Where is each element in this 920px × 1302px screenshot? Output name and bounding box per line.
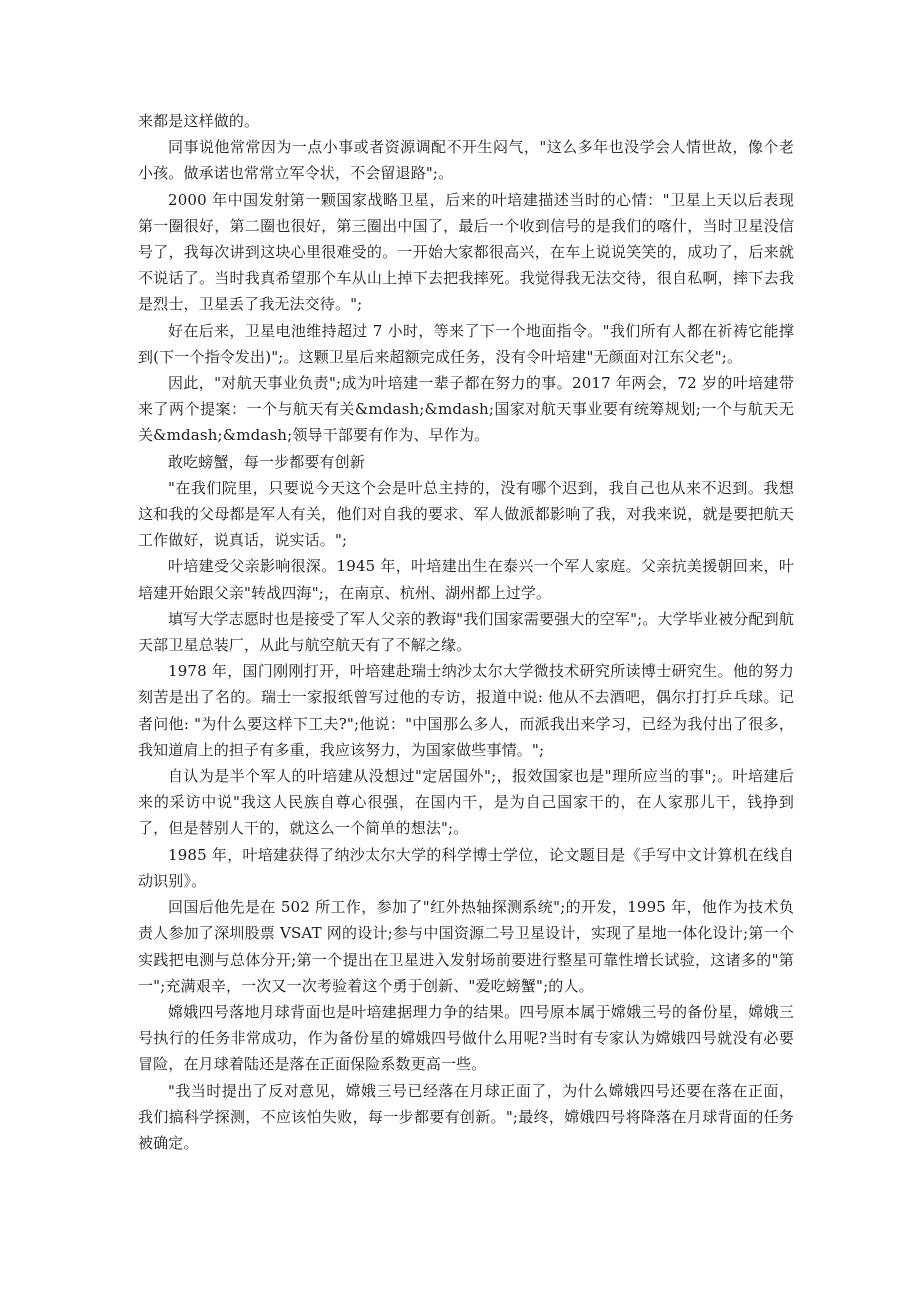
section-heading: 敢吃螃蟹，每一步都要有创新 <box>168 452 365 471</box>
document-body <box>138 108 794 1156</box>
paragraph: 好在后来，卫星电池维持超过 7 小时，等来了下一个地面指令。"我们所有人都在祈祷它能撑到(下一个指令发出)";。这颗卫星后来超额完成任务，没有令叶培建"无颜面对江东父老";。 <box>138 321 794 366</box>
paragraph: 回国后他先是在 502 所工作，参加了"红外热轴探测系统";的开发，1995 年，他作为技术负责人参加了深圳股票 VSAT 网的设计;参与中国资源二号卫星设计，实现了星地一体化设计;第一个实践把电测与总体分开;第一个提出在卫星进入发射场前要进行整星可靠性增长试验，这诸多的"第一";充满艰辛，一次又一次考验着这个勇于创新、"爱吃螃蟹";的人。 <box>138 898 794 995</box>
paragraph: 1985 年，叶培建获得了纳沙太尔大学的科学博士学位，论文题目是《手写中文计算机在线自动识别》。 <box>138 845 794 890</box>
paragraph: 叶培建受父亲影响很深。1945 年，叶培建出生在泰兴一个军人家庭。父亲抗美援朝回来，叶培建开始跟父亲"转战四海";，在南京、杭州、湖州都上过学。 <box>138 557 794 602</box>
paragraph: 因此，"对航天事业负责";成为叶培建一辈子都在努力的事。2017 年两会，72 岁的叶培建带来了两个提案：一个与航天有关&mdash;&mdash;国家对航天事业要有统筹规划;一个与航天无关&mdash;&mdash;领导干部要有作为、早作为。 <box>138 374 794 445</box>
paragraph: 自认为是半个军人的叶培建从没想过"定居国外";，报效国家也是"理所应当的事";。叶培建后来的采访中说"我这人民族自尊心很强，在国内干，是为自己国家干的，在人家那儿干，钱挣到了，但是替别人干的，就这么一个简单的想法";。 <box>138 767 794 838</box>
paragraph: 1978 年，国门刚刚打开，叶培建赴瑞士纳沙太尔大学微技术研究所读博士研究生。他的努力刻苦是出了名的。瑞士一家报纸曾写过他的专访，报道中说: 他从不去酒吧，偶尔打打乒乓球。记者问他: "为什么要这样下工夫?";他说："中国那么多人，而派我出来学习，已经为我付出了很多，我知道肩上的担子有多重，我应该努力，为国家做些事情。"; <box>138 662 794 759</box>
paragraph-continuation: 来都是这样做的。 <box>138 112 260 130</box>
paragraph: 2000 年中国发射第一颗国家战略卫星，后来的叶培建描述当时的心情："卫星上天以后表现第一圈很好，第二圈也很好，第三圈出中国了，最后一个收到信号的是我们的喀什，当时卫星没信号了，我每次讲到这块心里很难受的。一开始大家都很高兴，在车上说说笑笑的，成功了，后来就不说话了。当时我真希望那个车从山上掉下去把我摔死。我觉得我无法交待，很自私啊，摔下去我是烈士，卫星丢了我无法交待。"; <box>138 190 794 314</box>
paragraph: 填写大学志愿时也是接受了军人父亲的教诲"我们国家需要强大的空军";。大学毕业被分配到航天部卫星总装厂，从此与航空航天有了不解之缘。 <box>138 609 794 655</box>
paragraph: "在我们院里，只要说今天这个会是叶总主持的，没有哪个迟到，我自己也从来不迟到。我想这和我的父母都是军人有关，他们对自我的要求、军人做派都影响了我，对我来说，就是要把航天工作做好，说真话，说实话。"; <box>138 478 794 550</box>
paragraph: "我当时提出了反对意见，嫦娥三号已经落在月球正面了，为什么嫦娥四号还要在落在正面，我们搞科学探测，不应该怕失败，每一步都要有创新。";最终，嫦娥四号将降落在月球背面的任务被确定。 <box>138 1081 794 1152</box>
paragraph: 同事说他常常因为一点小事或者资源调配不开生闷气，"这么多年也没学会人情世故，像个老小孩。做承诺也常常立军令状，不会留退路";。 <box>138 138 794 183</box>
paragraph: 嫦娥四号落地月球背面也是叶培建据理力争的结果。四号原本属于嫦娥三号的备份星，嫦娥三号执行的任务非常成功，作为备份星的嫦娥四号做什么用呢?当时有专家认为嫦娥四号就没有必要冒险，在月球着陆还是落在正面保险系数更高一些。 <box>138 1002 794 1074</box>
